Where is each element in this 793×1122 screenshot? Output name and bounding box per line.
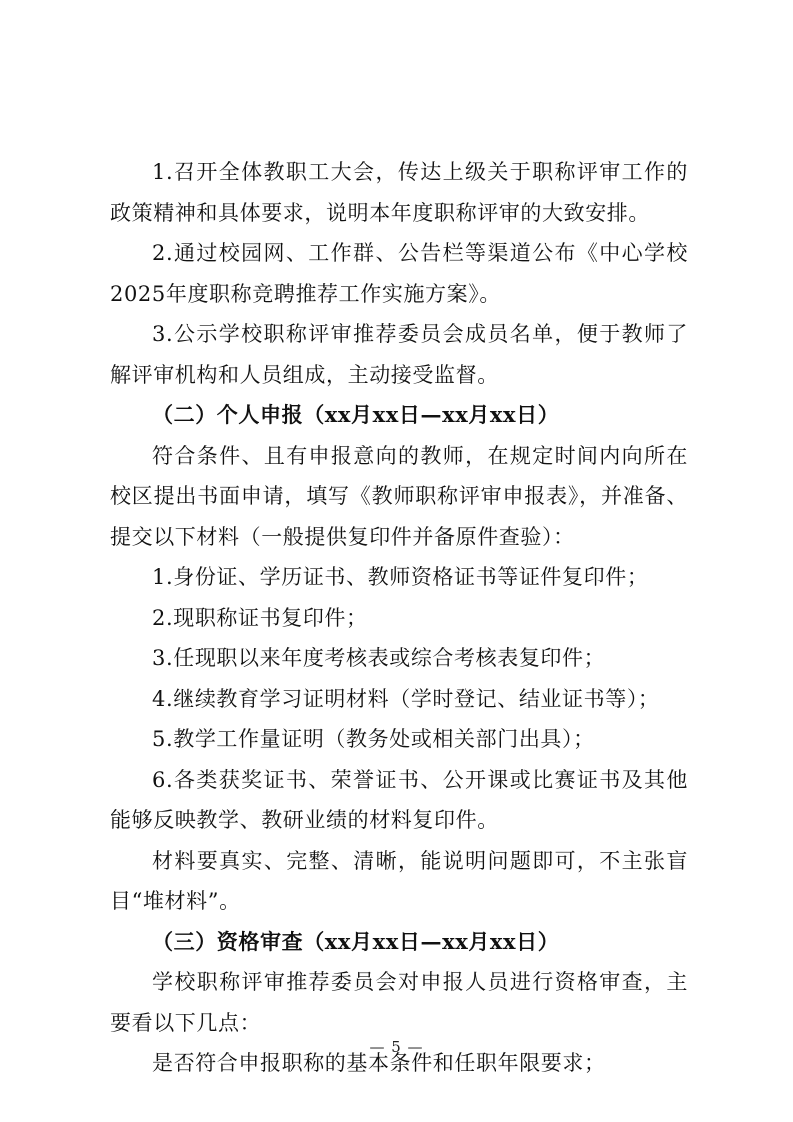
- section-heading-3: （三）资格审查（xx月xx日—xx月xx日）: [152, 928, 560, 954]
- list-item-1: 1.身份证、学历证书、教师资格证书等证件复印件；: [152, 565, 649, 589]
- page-number: — 5 —: [369, 1038, 424, 1056]
- paragraph-review: 学校职称评审推荐委员会对申报人员进行资格审查，主要看以下几点：: [110, 970, 688, 1035]
- list-item-3: 3.任现职以来年度考核表或综合考核表复印件；: [152, 646, 606, 670]
- paragraph-note: 材料要真实、完整、清晰，能说明问题即可，不主张盲目“堆材料”。: [110, 848, 688, 913]
- paragraph-5: 符合条件、且有申报意向的教师，在规定时间内向所在校区提出书面申请，填写《教师职称评审申报表》，并准备、提交以下材料（一般提供复印件并备原件查验）：: [110, 443, 688, 549]
- list-item-5: 5.教学工作量证明（教务处或相关部门出具）；: [152, 727, 595, 751]
- list-item-2: 2.现职称证书复印件；: [152, 605, 368, 630]
- list-item-4: 4.继续教育学习证明材料（学时登记、结业证书等）；: [152, 686, 660, 711]
- section-heading-2: （二）个人申报（xx月xx日—xx月xx日）: [152, 402, 560, 427]
- paragraph-criteria: 是否符合申报职称的基本条件和任职年限要求；: [152, 1051, 606, 1075]
- paragraph-3: 3.公示学校职称评审推荐委员会成员名单，便于教师了解评审机构和人员组成，主动接受监督。: [110, 322, 688, 387]
- document-body: [110, 152, 688, 1084]
- paragraph-2: 2.通过校园网、工作群、公告栏等渠道公布《中心学校2025年度职称竞聘推荐工作实施方案》。: [110, 241, 688, 306]
- list-item-6: 6.各类获奖证书、荣誉证书、公开课或比赛证书及其他能够反映教学、教研业绩的材料复印件。: [110, 767, 688, 832]
- paragraph-1: 1.召开全体教职工大会，传达上级关于职称评审工作的政策精神和具体要求，说明本年度职称评审的大致安排。: [110, 160, 688, 225]
